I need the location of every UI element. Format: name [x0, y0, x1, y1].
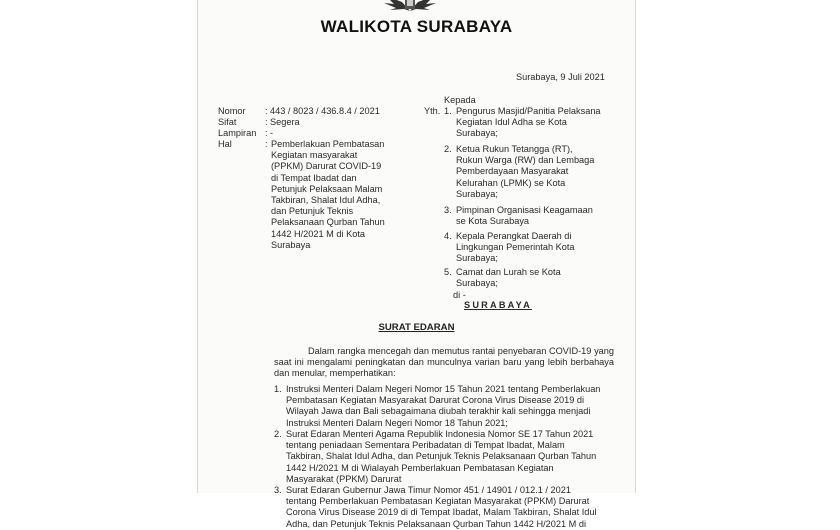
- list-item-number: 3.: [274, 485, 282, 495]
- meta-label: Hal: [218, 139, 232, 149]
- recipient-text: Kepala Perangkat Daerah di Lingkungan Pemerintah Kota Surabaya;: [456, 231, 575, 264]
- meta-row-lampiran: [218, 128, 418, 139]
- recipient-text: Ketua Rukun Tetangga (RT), Rukun Warga (RW) dan Lembaga Pemberdayaan Masyarakat Kelurahan (LPMK) se Kota Surabaya;: [456, 144, 595, 199]
- meta-colon: :: [265, 128, 268, 138]
- meta-colon: :: [265, 106, 268, 116]
- recipient-number: 1.: [444, 106, 452, 116]
- document-heading: SURAT EDARAN: [378, 322, 455, 333]
- yth-label: Yth.: [424, 106, 441, 116]
- list-item-text: Surat Edaran Gubernur Jawa Timur Nomor 451 / 14901 / 012.1 / 2021 tentang Pemberlakuan Pembatasan Kegiatan Masyarakat (PPKM) Darurat Corona Virus Disease 2019 di di Tempat Ibadat, Malam Takbiran, Shalat Idul Adha, dan Petunjuk Teknis Pelaksanaan Qurban Tahun 1442 H/2021 M di: [286, 485, 597, 529]
- recipient-number: 5.: [444, 267, 452, 277]
- recipient-number: 4.: [444, 231, 452, 241]
- meta-value: Segera: [270, 117, 300, 127]
- meta-value: -: [270, 128, 274, 138]
- meta-label: Nomor: [218, 106, 246, 116]
- recipient-number: 2.: [444, 144, 452, 154]
- meta-colon: :: [265, 117, 268, 127]
- list-item-text: Surat Edaran Menteri Agama Republik Indonesia Nomor SE 17 Tahun 2021 tentang peniadaan Sementara Peribadatan di Tempat Ibadat, Malam Takbiran, Shalat Idul Adha, dan Petunjuk Teknis Pelaksanaan Qurban Tahun 1442 H/2021 M di Wialayah Pemberlakuan Pembatasan Kegiatan Masyarakat (PPKM) Darurat: [286, 429, 597, 484]
- recipient-text: Camat dan Lurah se Kota Surabaya;: [456, 267, 561, 289]
- kepada-label: Kepada: [444, 95, 476, 105]
- recipient-text: Pengurus Masjid/Panitia Pelaksana Kegiatan Idul Adha se Kota Surabaya;: [456, 106, 601, 139]
- meta-colon: :: [265, 139, 268, 149]
- meta-row-nomor: [218, 106, 418, 117]
- meta-value: 443 / 8023 / 436.8.4 / 2021: [270, 106, 380, 116]
- list-item-text: Instruksi Menteri Dalam Negeri Nomor 15 Tahun 2021 tentang Pemberlakuan Pembatasan Kegiatan Masyarakat Darurat Corona Virus Disease 2019 di Wilayah Jawa dan Bali sebagaimana diubah terakhir kali sehingga menjadi Instruksi Menteri Dalam Negeri Nomor 18 Tahun 2021;: [286, 384, 601, 428]
- meta-label: Sifat: [218, 117, 237, 127]
- letter-subject: Pemberlakuan Pembatasan Kegiatan masyarakat (PPKM) Darurat COVID-19 di Tempat Ibadat dan Petunjuk Pelaksaan Malam Takbiran, Shalat Idul Adha, dan Petunjuk Teknis Pelaksanaan Qurban Tahun 1442 H/2021 M di Kota Surabaya: [271, 139, 385, 250]
- list-item-number: 2.: [274, 429, 282, 439]
- document-page: [197, 0, 636, 529]
- intro-paragraph: Dalam rangka mencegah dan memutus rantai penyebaran COVID-19 yang saat ini mengalami peningkatan dan munculnya varian baru yang lebih berbahaya dan menular, memperhatikan:: [274, 346, 614, 379]
- di-label: di -: [453, 290, 466, 300]
- meta-label: Lampiran: [218, 128, 257, 138]
- destination-city: SURABAYA: [464, 300, 532, 310]
- recipient-number: 3.: [444, 205, 452, 215]
- recipient-text: Pimpinan Organisasi Keagamaan se Kota Surabaya: [456, 205, 593, 227]
- garuda-emblem-icon: [382, 0, 438, 12]
- meta-row-sifat: [218, 117, 418, 128]
- letterhead-title: WALIKOTA SURABAYA: [320, 17, 513, 36]
- list-item-number: 1.: [274, 384, 282, 394]
- place-date: Surabaya, 9 Juli 2021: [516, 72, 605, 82]
